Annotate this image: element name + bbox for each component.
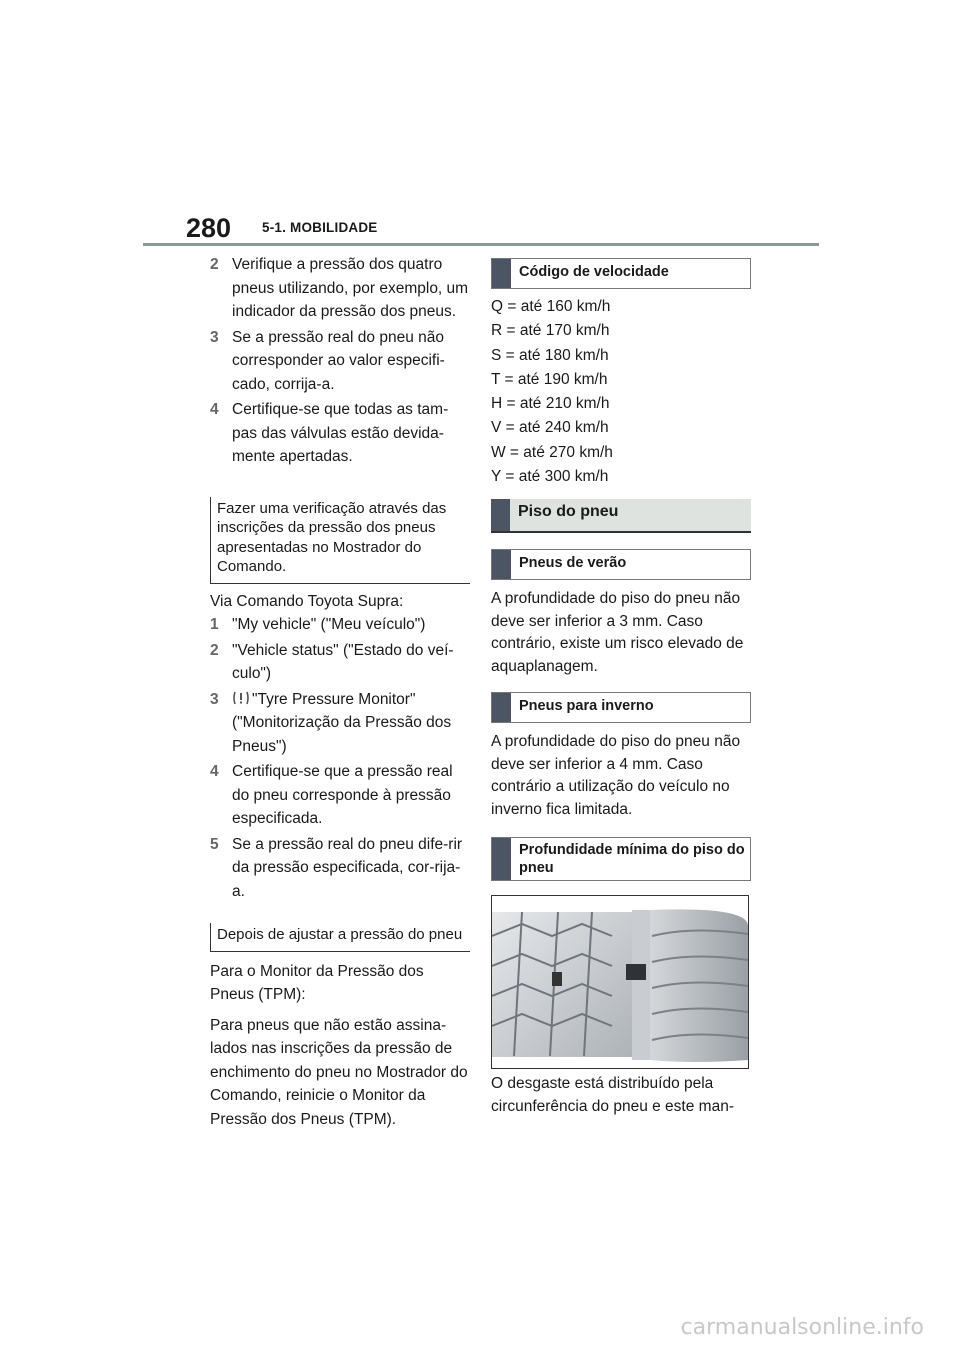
header-rule [143,243,819,246]
step-item [210,760,470,831]
wear-text: O desgaste está distribuído pela circunferência do pneu e este man- [491,1075,734,1115]
step-item [210,833,470,904]
via-text: Via Comando Toyota Supra: [210,592,404,610]
summer-text: A profundidade do piso do pneu não deve ser inferior a 3 mm. Caso contrário, existe um risco elevado de aquaplanagem. [491,590,744,675]
speed-code: W = até 270 km/h [491,443,613,461]
step-text: "Tyre Pressure Monitor" ("Monitorização da Pressão dos Pneus") [232,690,452,755]
heading-bar [491,499,510,531]
step-number: 5 [210,835,219,853]
step-item [210,639,470,686]
note-text: Depois de ajustar a pressão do pneu [217,926,463,943]
step-text: Se a pressão real do pneu dife-rir da pressão especificada, cor-rija-a. [232,835,463,900]
speed-code: T = até 190 km/h [491,370,608,388]
heading-bar [492,259,511,288]
step-number: 3 [210,328,219,346]
step-text: Certifique-se que a pressão real do pneu corresponde à pressão especificada. [232,763,453,827]
min-depth-heading [491,837,751,881]
winter-text: A profundidade do piso do pneu não deve ser inferior a 4 mm. Caso contrário a utilização do veículo no inverno fica limitada. [491,733,741,818]
tpm-intro: Para o Monitor da Pressão dos Pneus (TPM): [210,962,424,1003]
summer-tyres-heading [491,549,751,580]
step-text: "My vehicle" ("Meu veículo") [232,616,426,633]
step-item [210,398,470,469]
step-text: Certifique-se que todas as tam-pas das válvulas estão devida-mente apertadas. [232,401,449,465]
step-number: 1 [210,616,219,633]
heading-text: Pneus de verão [519,555,627,572]
speed-code: V = até 240 km/h [491,419,609,437]
step-text: Verifique a pressão dos quatro pneus utilizando, por exemplo, um indicador da pressão dos pneus. [232,256,469,320]
step-item [210,613,470,637]
step-number: 4 [210,763,219,780]
step-item [210,253,470,324]
heading-text: Código de velocidade [519,264,669,280]
tpm-reset-text: Para pneus que não estão assina-lados nas inscrições da pressão de enchimento do pneu no Mostrador do Comando, reinicie o Monitor da Pressão dos Pneus (TPM). [210,1016,468,1128]
right-column [491,258,751,1118]
heading-text: Pneus para inverno [519,698,654,715]
speed-code: Q = até 160 km/h [491,298,611,315]
heading-bar [492,550,511,579]
step-number: 4 [210,401,219,418]
heading-bar [492,838,511,880]
tread-wear-indicator-image [491,895,749,1069]
winter-tyres-heading [491,692,751,723]
speed-code-list [491,295,751,489]
tread-heading [491,499,751,533]
page-number: 280 [186,213,232,243]
note-box [210,497,470,584]
speed-code-heading [491,258,751,289]
left-column [210,253,470,1131]
note-text: Fazer uma verificação através das inscrições da pressão dos pneus apresentadas no Mostrador do Comando. [217,499,447,575]
speed-code: R = até 170 km/h [491,322,610,340]
step-number: 2 [210,641,219,659]
note-box [210,923,470,952]
step-number: 2 [210,256,219,273]
step-number: 3 [210,690,219,708]
tpm-warning-icon [232,690,250,706]
speed-code: S = até 180 km/h [491,346,609,364]
speed-code: Y = até 300 km/h [491,468,609,486]
step-item [210,688,470,759]
step-text: Se a pressão real do pneu não corresponder ao valor especifi-cado, corrija-a. [232,328,445,393]
section-title: 5-1. MOBILIDADE [262,220,378,235]
speed-code: H = até 210 km/h [491,395,610,413]
heading-text: Piso do pneu [518,503,619,521]
heading-bar [492,693,511,722]
step-text: "Vehicle status" ("Estado do veí-culo") [232,641,454,682]
step-item [210,326,470,397]
heading-text: Profundidade mínima do piso do pneu [519,842,745,877]
watermark-logo: carmanualsonline.info [680,1315,924,1340]
